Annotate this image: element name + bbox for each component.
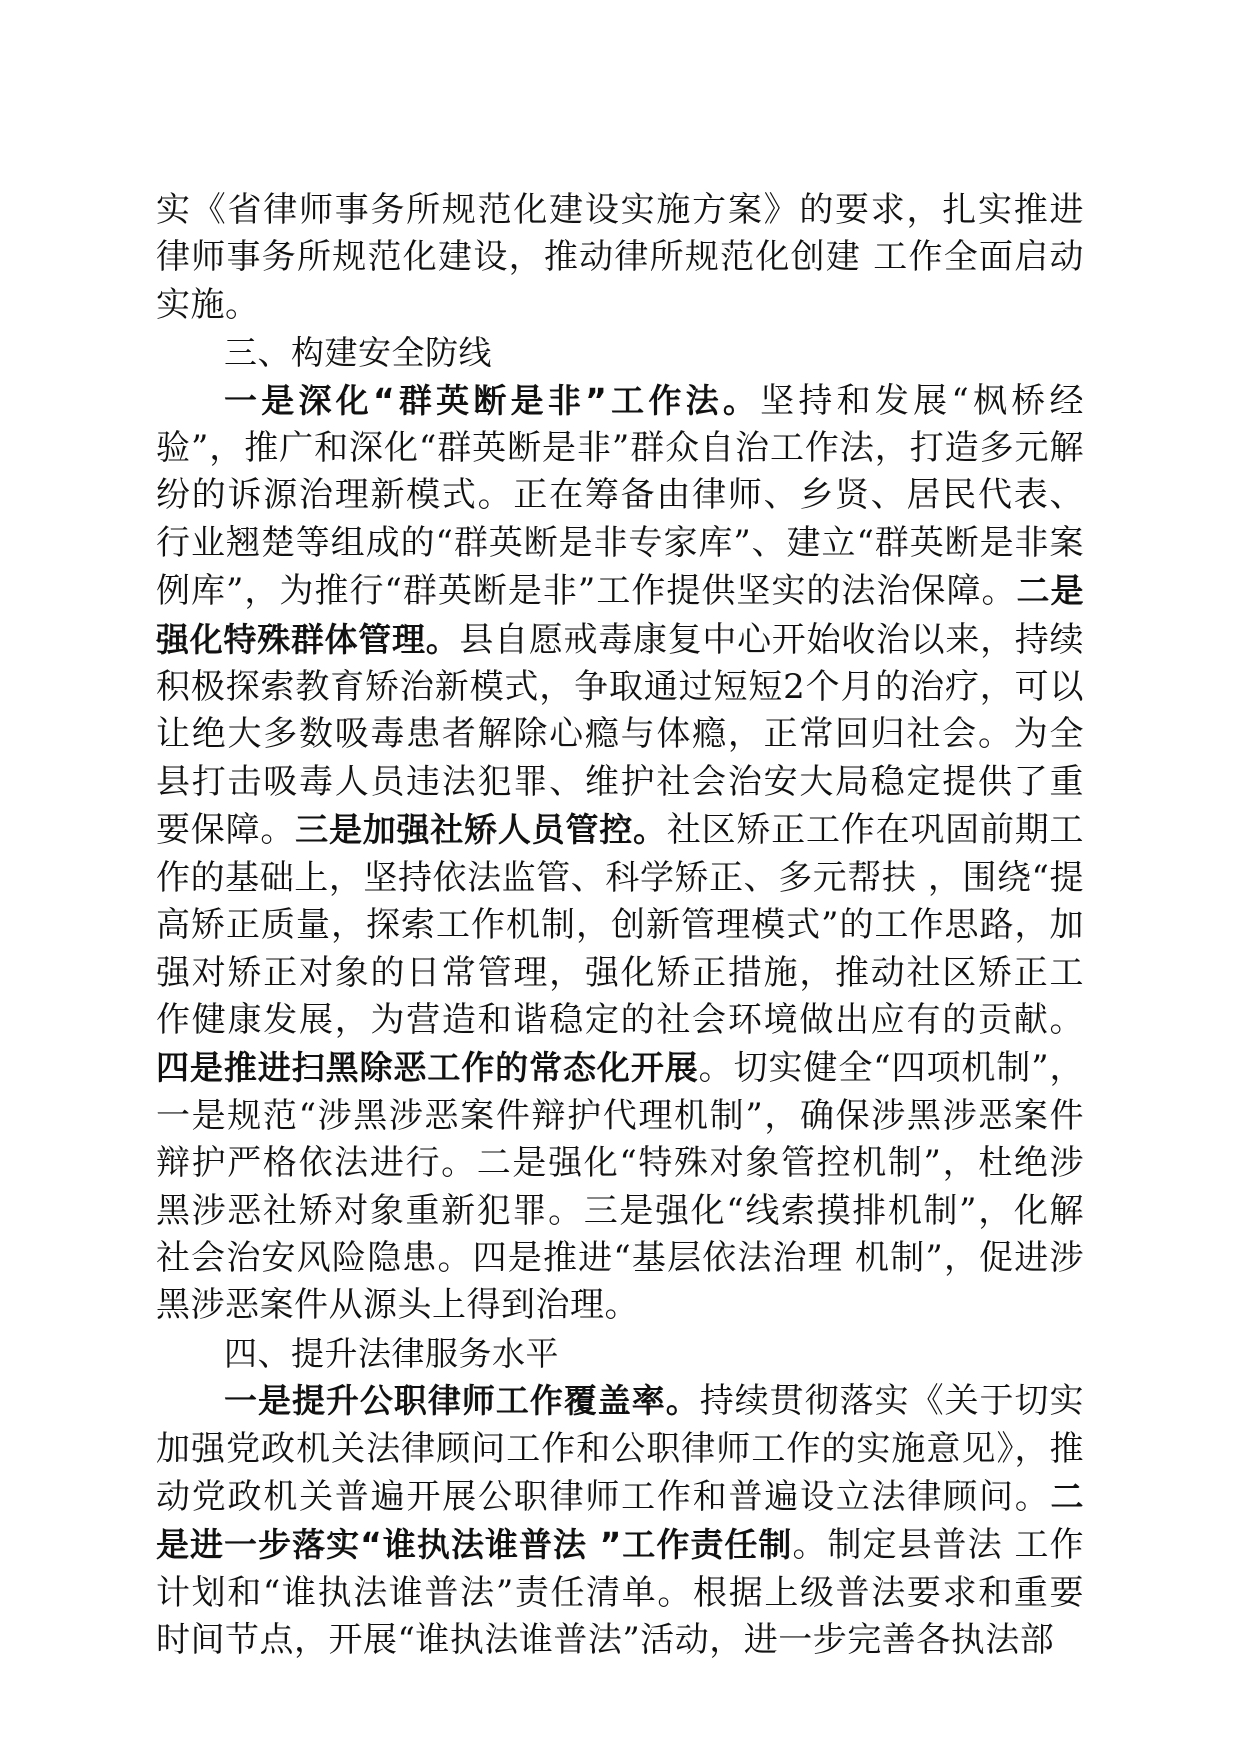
intro-text: 实《省律师事务所规范化建设实施方案》的要求，扎实推进律师事务所规范化建设，推动律所规范化创建 工作全面启动实施。 xyxy=(156,190,1084,325)
section-heading-3: 三、构建安全防线 xyxy=(224,333,492,373)
text-special-groups: 县自愿戒毒康复中心开始收治以来，持续积极探索教育矫治新模式，争取通过短短2个月的治疗，可以让绝大多数吸毒患者解除心瘾与体瘾，正常回归社会。为全县打击吸毒人员违法犯罪、维护社会治安大局稳定提供了重要保障。 xyxy=(156,619,1085,851)
text-law-enforcement: 。制定县普法 工作计划和“谁执法谁普法”责任清单。根据上级普法要求和重要时间节点，开展“谁执法谁普法”活动，进一步完善各执法部 xyxy=(156,1525,1084,1661)
text-community-correction: 社区矫正工作在巩固前期工作的基础上，坚持依法监管、科学矫正、多元帮扶 ，围绕“提高矫正质量，探索工作机制，创新管理模式”的工作思路，加强对矫正对象的日常管理，强化矫正措施，推动社区矫正工作健康发展，为营造和谐稳定的社会环境做出应有的贡献。 xyxy=(156,810,1085,1040)
text-public-lawyer: 持续贯彻落实《关于切实加强党政机关法律顾问工作和公职律师工作的实施意见》，推动党政机关普遍开展公职律师工作和普遍设立法律顾问。 xyxy=(156,1381,1085,1517)
section-4-paragraph xyxy=(156,1377,1084,1664)
text-anti-crime: 。切实健全“四项机制”，一是规范“涉黑涉恶案件辩护代理机制”，确保涉黑涉恶案件辩护严格依法进行。二是强化“特殊对象管控机制”，杜绝涉黑涉恶社矫对象重新犯罪。三是强化“线索摸排机制”，化解社会治安风险隐患。四是推进“基层依法治理 机制”，促进涉黑涉恶案件从源头上得到治理。 xyxy=(156,1048,1085,1326)
section-3-paragraph xyxy=(156,377,1084,1330)
lead-special-groups: 二是强化特殊群体管理。 xyxy=(156,571,1084,659)
lead-community-correction: 三是加强社矫人员管控。 xyxy=(295,810,667,850)
lead-law-enforcement: 二是进一步落实“谁执法谁普法 ”工作责任制 xyxy=(156,1476,1084,1565)
section-heading-4: 四、提升法律服务水平 xyxy=(224,1333,559,1373)
lead-public-lawyer: 一是提升公职律师工作覆盖率。 xyxy=(224,1381,700,1421)
intro-paragraph xyxy=(156,187,1084,329)
lead-deepen-method: 一是深化“群英断是非”工作法。 xyxy=(224,380,761,420)
lead-anti-crime: 四是推进扫黑除恶工作的常态化开展 xyxy=(156,1048,699,1088)
document-body xyxy=(156,187,1084,1665)
text-deepen-method: 坚持和发展“枫桥经验”，推广和深化“群英断是非”群众自治工作法，打造多元解纷的诉源治理新模式。正在筹备由律师、乡贤、居民代表、行业翘楚等组成的“群英断是非专家库”、建立“群英断是非案例库”，为推行“群英断是非”工作提供坚实的法治保障。 xyxy=(156,380,1084,612)
